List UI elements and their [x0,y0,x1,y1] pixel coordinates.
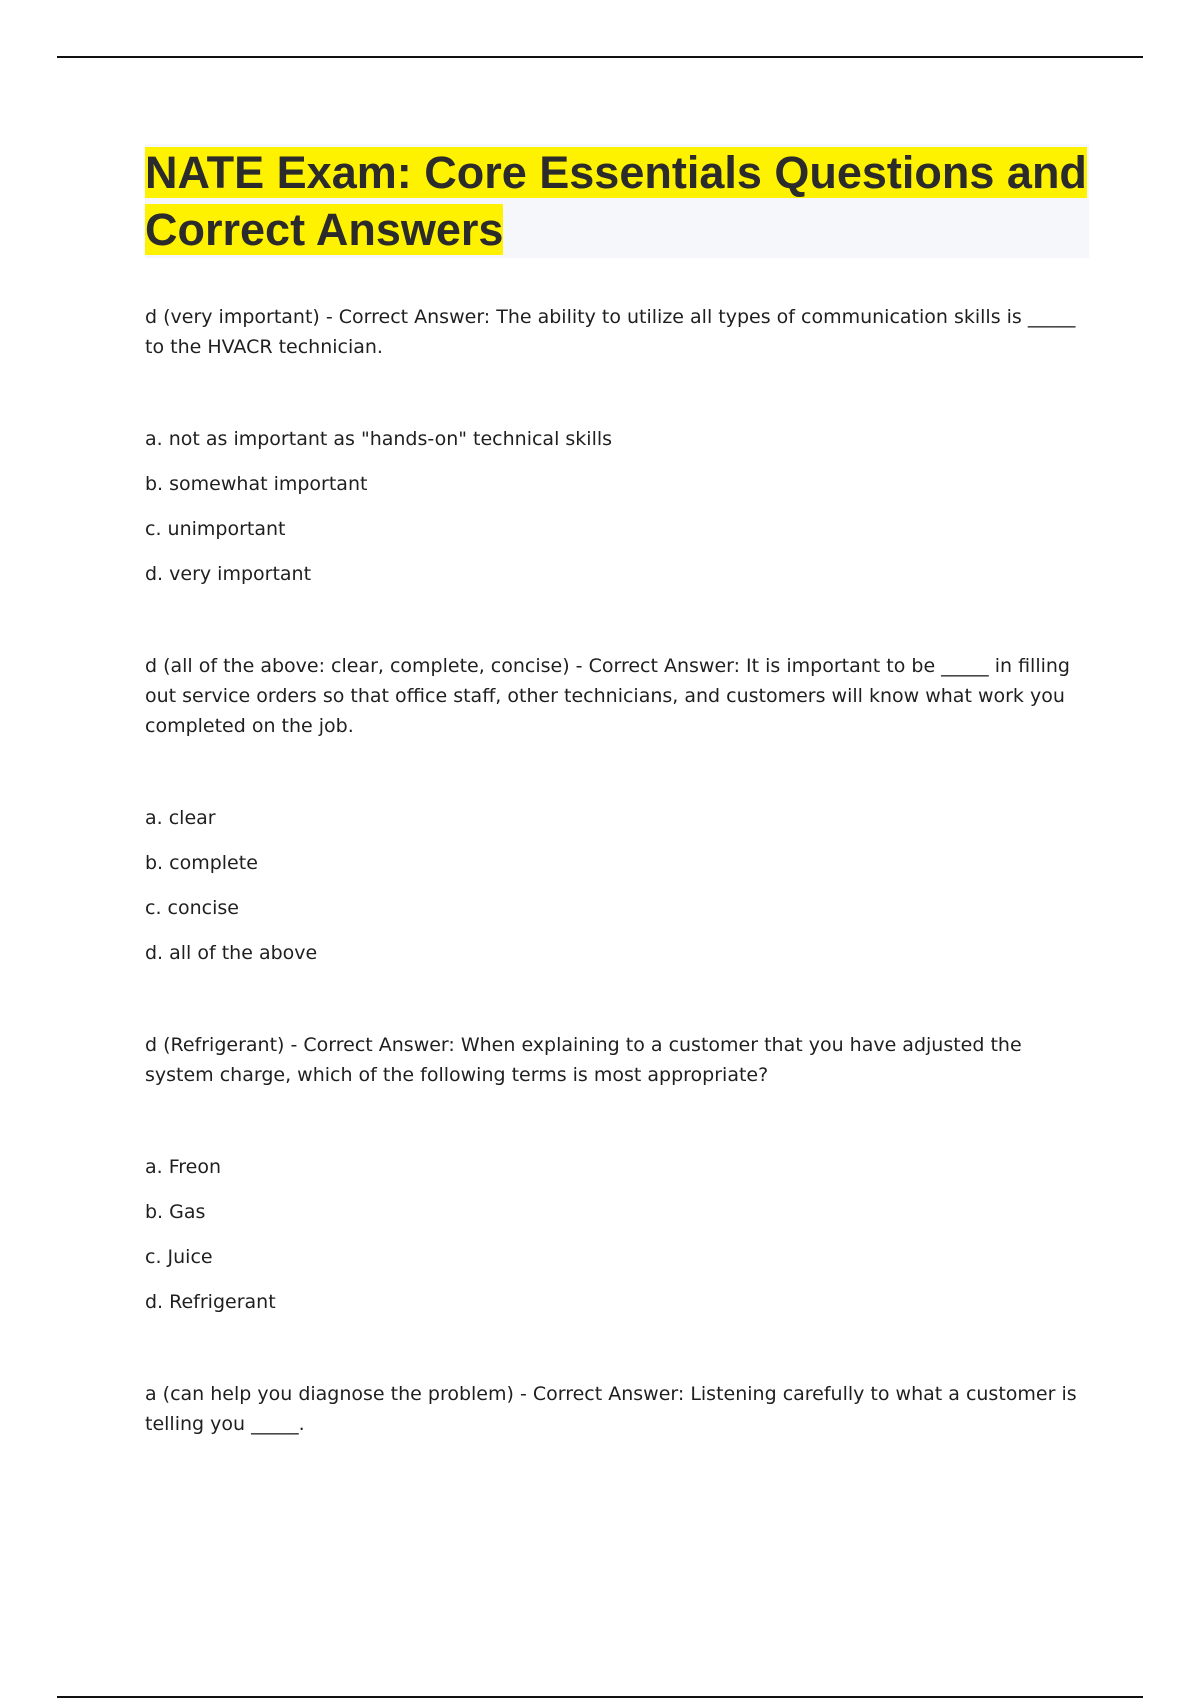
answer-option-a: a. clear [145,807,216,829]
top-rule [57,56,1143,58]
bottom-rule [57,1696,1143,1698]
document-body [145,144,1089,1501]
qa-block-4 [145,1379,1089,1439]
qa-block-2 [145,651,1089,968]
title-highlight: NATE Exam: Core Essentials Questions and Correct Answers [145,147,1087,255]
answer-option-d: d. all of the above [145,942,318,964]
answer-option-c: c. concise [145,897,239,919]
question-text: d (all of the above: clear, complete, concise) - Correct Answer: It is important to be _____ in filling out service orders so that office staff, other technicians, and customers will know what work you completed on the job. [145,655,1070,737]
qa-block-3 [145,1030,1089,1317]
title-band [145,144,1089,258]
answer-option-d: d. Refrigerant [145,1291,276,1313]
qa-block-1 [145,302,1089,589]
answer-option-b: b. Gas [145,1201,206,1223]
answer-option-b: b. complete [145,852,258,874]
question-text: a (can help you diagnose the problem) - Correct Answer: Listening carefully to what a customer is telling you _____. [145,1383,1077,1435]
answer-option-c: c. unimportant [145,518,286,540]
answer-option-d: d. very important [145,563,312,585]
answer-option-a: a. Freon [145,1156,222,1178]
answer-option-c: c. Juice [145,1246,213,1268]
document-title [145,144,1089,258]
question-text: d (very important) - Correct Answer: The ability to utilize all types of communication skills is _____ to the HVACR technician. [145,306,1076,358]
answer-option-a: a. not as important as "hands-on" technical skills [145,428,613,450]
answer-option-b: b. somewhat important [145,473,368,495]
question-text: d (Refrigerant) - Correct Answer: When explaining to a customer that you have adjusted the system charge, which of the following terms is most appropriate? [145,1034,1022,1086]
